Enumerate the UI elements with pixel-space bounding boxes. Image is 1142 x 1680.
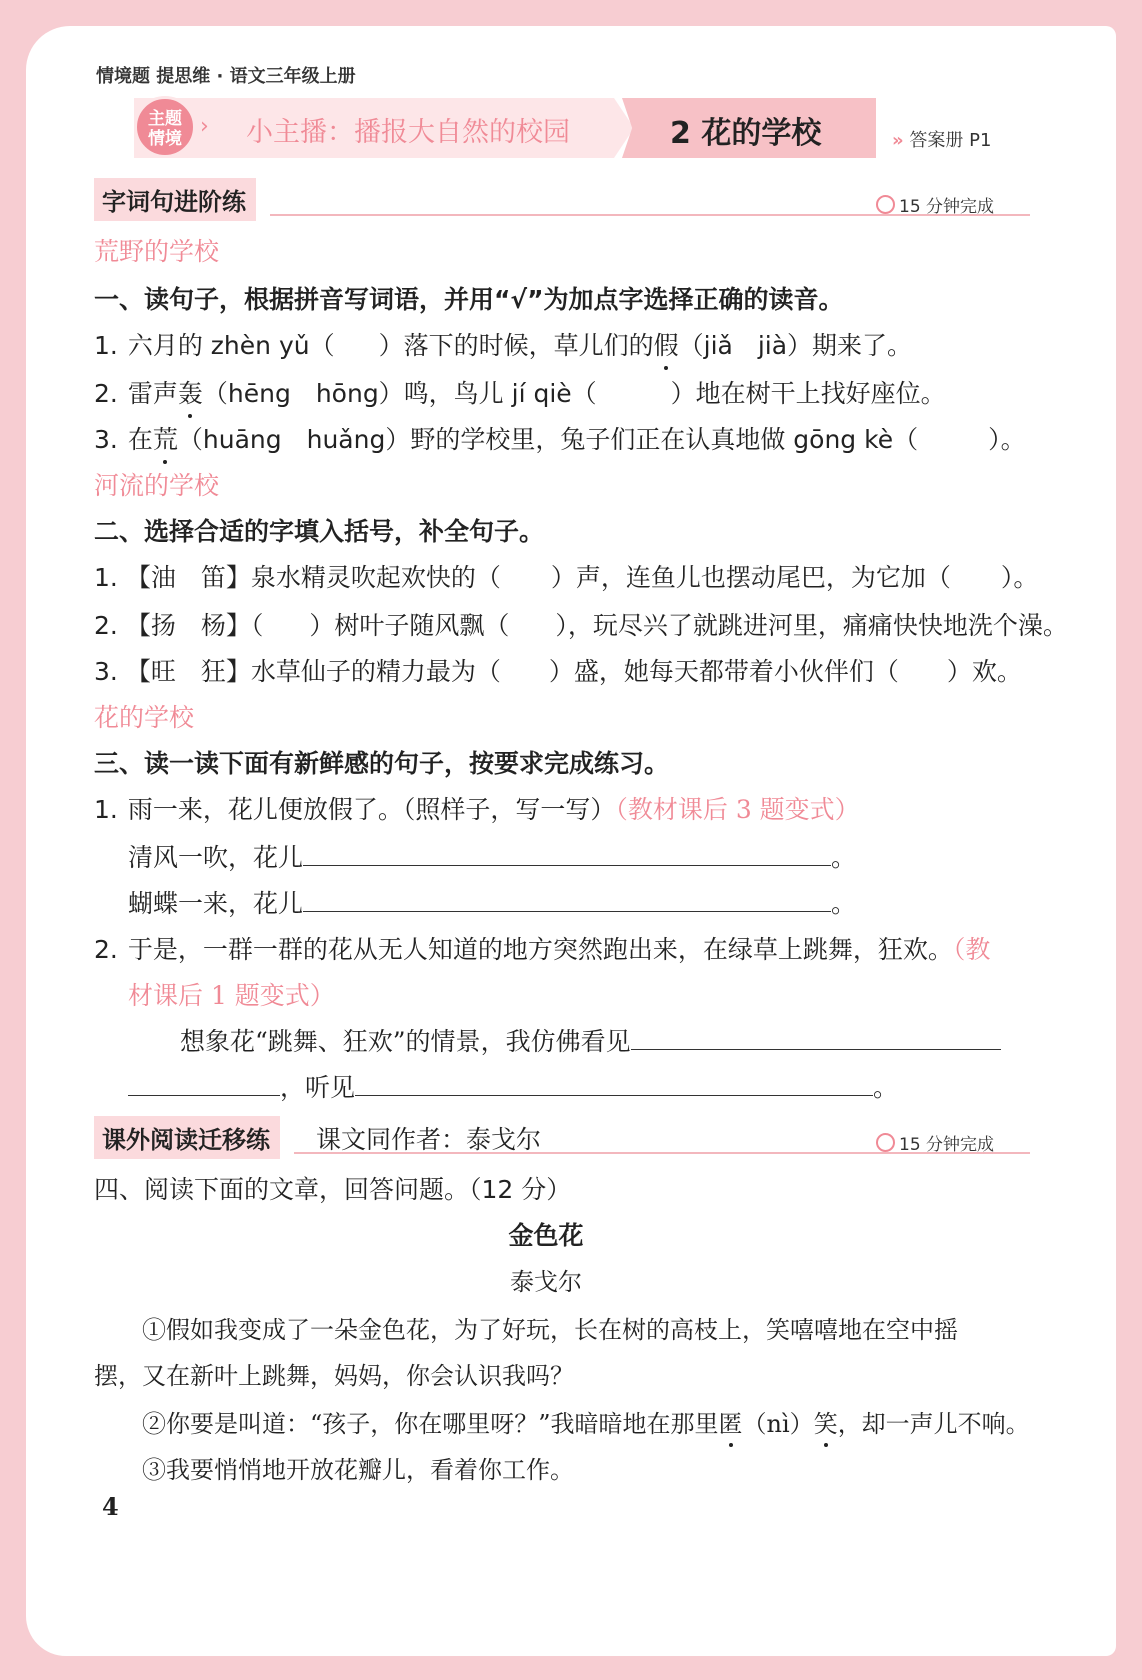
q3-item-2 [94,930,990,966]
text: ）树叶子随风飘（ [309,611,510,640]
item-number: 2. [94,935,118,964]
text: 在 [127,425,153,454]
q3-1-answer-line-1 [128,838,856,874]
page-number: 4 [102,1492,119,1521]
period: 。 [831,843,857,872]
question-1-title: 一、读句子，根据拼音写词语，并用“√”为加点字选择正确的读音。 [94,285,844,314]
section-tag-practice: 字词句进阶练 [94,178,256,221]
text: ）欢。 [946,657,1022,686]
time-text: 15 分钟完成 [899,197,995,217]
subheading-river-school: 河流的学校 [94,471,220,500]
text: ②你要是叫道：“孩子，你在哪里呀？”我暗暗地在那里 [142,1410,719,1438]
text: ）盛，她每天都带着小伙伴们（ [548,657,899,686]
item-number: 2. [94,611,118,640]
article-title: 金色花 [508,1221,584,1250]
q2-item-2 [94,606,1068,642]
theme-title: 小主播：播报大自然的校园 [246,117,570,148]
paragraph-1a: ①假如我变成了一朵金色花，为了好玩，长在树的高枝上，笑嘻嘻地在空中摇 [142,1316,958,1344]
clock-icon [876,195,895,214]
item-number: 1. [94,795,118,824]
answer-ref-text: 答案册 P1 [909,130,992,151]
q1-item-2 [94,374,946,410]
text: ）声，连鱼儿也摆动尾巴，为它加（ [550,563,951,592]
question-3-title: 三、读一读下面有新鲜感的句子，按要求完成练习。 [94,749,670,778]
section-subtitle: 课文同作者：泰戈尔 [316,1125,542,1154]
answer-ref [892,126,991,152]
book-title: 情境题 提思维 · 语文三年级上册 [96,66,356,87]
text: 于是，一群一群的花从无人知道的地方突然跑出来，在绿草上跳舞，狂欢。 [127,935,953,964]
text: ，却一声儿不响。 [837,1410,1030,1438]
dotted-char: 笑 [814,1404,838,1439]
answer-line[interactable] [631,1023,1001,1050]
q3-2-answer-line [128,1068,898,1104]
options: 【油 笛】 [125,563,251,592]
badge-line-2: 情境 [148,129,182,149]
q1-item-3 [94,420,1026,456]
text: 泉水精灵吹起欢快的（ [250,563,501,592]
double-chevron-icon: » [892,130,904,151]
q2-item-1 [94,558,1038,594]
time-text: 15 分钟完成 [899,1135,995,1155]
text: ），玩尽兴了就跳进河里，痛痛快快地洗个澡。 [555,611,1068,640]
q3-item-1 [94,790,860,826]
chevron-icon: › [200,114,209,139]
text: 六月的 zhèn yǔ（ [127,331,335,360]
clock-icon [876,1133,895,1152]
paragraph-2 [142,1404,1030,1439]
textbook-note: （教 [952,935,991,964]
dotted-char: 假 [654,326,679,362]
q1-item-1 [94,326,912,362]
q3-2-note-cont: 材课后 1 题变式） [128,981,335,1010]
q2-item-3 [94,652,1022,688]
text: ）落下的时候，草儿们的 [378,331,654,360]
q3-1-answer-line-2 [128,884,856,920]
theme-badge [134,96,196,158]
question-2-title: 二、选择合适的字填入括号，补全句子。 [94,517,545,546]
question-4-title: 四、阅读下面的文章，回答问题。（12 分） [94,1175,572,1204]
options: 【旺 狂】 [125,657,251,686]
item-number: 1. [94,331,118,360]
text: 水草仙子的精力最为（ [250,657,501,686]
section-time [876,192,994,217]
text: ）。 [1000,563,1039,592]
section-tag-reading: 课外阅读迁移练 [94,1116,280,1159]
answer-line[interactable] [355,1069,873,1096]
dotted-char: 轰 [178,374,203,410]
paragraph-3: ③我要悄悄地开放花瓣儿，看着你工作。 [142,1456,574,1484]
prompt: 清风一吹，花儿 [128,843,304,872]
pinyin: （nì） [742,1410,814,1438]
article-author: 泰戈尔 [510,1268,582,1296]
item-number: 3. [94,425,118,454]
text: （huāng huǎng）野的学校里，兔子们正在认真地做 gōng kè（ [177,425,919,454]
answer-line[interactable] [128,1069,280,1096]
page [26,26,1116,1656]
item-number: 1. [94,563,118,592]
answer-line[interactable] [303,885,831,912]
item-number: 2. [94,379,118,408]
dotted-char: 荒 [153,420,178,456]
text: ）。 [988,425,1026,454]
period: 。 [831,889,857,918]
subheading-flower-school: 花的学校 [94,703,195,732]
text: 雷声 [127,379,178,408]
text: （hēng hōng）鸣，鸟儿 jí qiè（ [202,379,597,408]
text: ）地在树干上找好座位。 [670,379,946,408]
answer-line[interactable] [303,839,831,866]
text: （jiǎ jià）期来了。 [678,331,913,360]
section-time [876,1130,994,1155]
text: （ [250,611,264,640]
prompt: 想象花“跳舞、狂欢”的情景，我仿佛看见 [180,1027,631,1056]
prompt: ，听见 [280,1073,356,1102]
dotted-char: 匿 [719,1404,743,1439]
text: 雨一来，花儿便放假了。（照样子，写一写） [127,795,616,824]
subheading-wild-school: 荒野的学校 [94,237,220,266]
q3-2-prompt [180,1022,1001,1058]
lesson-title: 2 花的学校 [670,116,822,151]
textbook-note: （教材课后 3 题变式） [615,795,860,824]
prompt: 蝴蝶一来，花儿 [128,889,304,918]
item-number: 3. [94,657,118,686]
period: 。 [873,1073,899,1102]
options: 【扬 杨】 [125,611,251,640]
paragraph-1b: 摆，又在新叶上跳舞，妈妈，你会认识我吗？ [94,1362,574,1390]
badge-line-1: 主题 [148,109,182,129]
